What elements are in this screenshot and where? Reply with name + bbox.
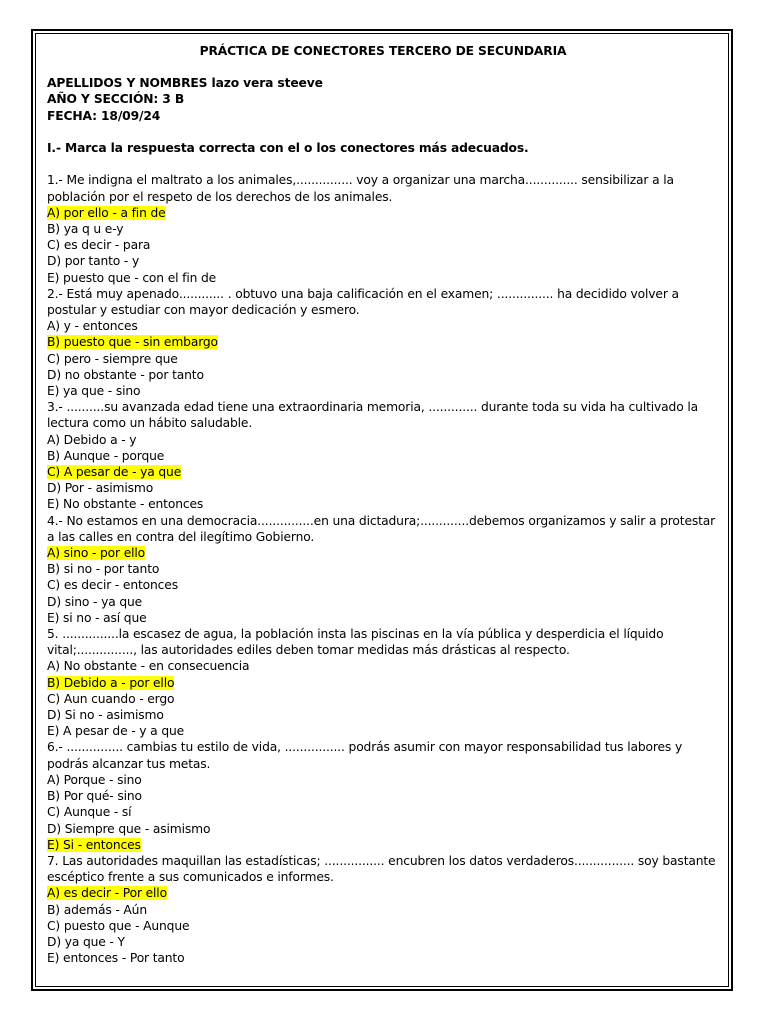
answer-option-label: A) y - entonces [47,319,138,334]
answer-option [47,383,719,399]
question-text: 2.- Está muy apenado............ . obtuvo una baja calificación en el examen; ............... ha decidido volver a postular y estudiar con mayor dedicación y esmero. [47,286,679,317]
answer-option-label: A) Porque - sino [47,772,142,787]
answer-option-selected-label: C) A pesar de - ya que [47,465,182,480]
answer-option-selected-label: E) Si - entonces [47,837,141,852]
answer-option-selected-label: B) puesto que - sin embargo [47,335,218,350]
answer-option [47,432,719,448]
question-5 [47,626,719,739]
answer-option-label: E) si no - así que [47,610,147,625]
answer-option [47,318,719,334]
answer-option [47,367,719,383]
answer-option-label: D) sino - ya que [47,594,143,609]
answer-option [47,707,719,723]
answer-option-label: C) pero - siempre que [47,351,178,366]
question-text: 5. ...............la escasez de agua, la población insta las piscinas en la vía pública y desperdicia el líquido vital;..............., las autoridades ediles deben tomar medidas más drásticas al respecto. [47,627,664,658]
question-text: 6.- ............... cambias tu estilo de vida, ................ podrás asumir con mayor responsabilidad tus labores y podrás alcanzar tus metas. [47,740,683,771]
answer-option-label: E) entonces - Por tanto [47,951,185,966]
answer-option-label: D) por tanto - y [47,254,140,269]
answer-option [47,270,719,286]
section-line: AÑO Y SECCIÓN: 3 B [47,92,185,107]
answer-option-label: C) Aunque - sí [47,805,132,820]
answer-option [47,804,719,820]
answer-option-label: B) Aunque - porque [47,448,165,463]
question-text: 1.- Me indigna el maltrato a los animales,............... voy a organizar una marcha.............. sensibilizar a la población por el respeto de los derechos de los animales. [47,173,674,204]
answer-option-selected-label: A) sino - por ello [47,546,146,561]
question-3 [47,399,719,512]
answer-option-label: B) ya q u e-y [47,221,124,236]
answer-option-label: E) puesto que - con el fin de [47,270,217,285]
date-line: FECHA: 18/09/24 [47,108,161,123]
answer-option [47,464,719,480]
answer-option [47,496,719,512]
answer-option [47,448,719,464]
answer-option-label: E) ya que - sino [47,384,141,399]
answer-option-selected-label: A) es decir - Por ello [47,886,167,901]
question-4 [47,513,719,626]
answer-option [47,723,719,739]
answer-option-label: D) Si no - asimismo [47,708,164,723]
question-6 [47,739,719,852]
answer-option [47,351,719,367]
question-7 [47,853,719,966]
answer-option-label: D) ya que - Y [47,934,125,949]
question-list [47,172,719,966]
answer-option [47,561,719,577]
answer-option-label: C) es decir - para [47,238,151,253]
answer-option [47,837,719,853]
answer-option-label: B) si no - por tanto [47,562,160,577]
answer-option-label: C) Aun cuando - ergo [47,691,175,706]
answer-option-label: B) Por qué- sino [47,789,142,804]
instruction-text: I.- Marca la respuesta correcta con el o los conectores más adecuados. [47,140,529,155]
answer-option [47,788,719,804]
answer-option-selected-label: B) Debido a - por ello [47,675,175,690]
answer-option-selected-label: A) por ello - a fin de [47,205,166,220]
question-text: 3.- ..........su avanzada edad tiene una extraordinaria memoria, ............. durante toda su vida ha cultivado la lectura como un hábito saludable. [47,400,698,431]
question-1 [47,172,719,285]
answer-option-label: E) No obstante - entonces [47,497,204,512]
question-text: 4.- No estamos en una democracia...............en una dictadura;.............debemos organizamos y salir a protestar a las calles en contra del ilegítimo Gobierno. [47,513,716,544]
answer-option [47,610,719,626]
answer-option-label: A) No obstante - en consecuencia [47,659,250,674]
answer-option-label: D) Por - asimismo [47,481,154,496]
answer-option-label: C) es decir - entonces [47,578,178,593]
answer-option-label: A) Debido a - y [47,432,137,447]
answer-option [47,821,719,837]
answer-option [47,221,719,237]
document-title: PRÁCTICA DE CONECTORES TERCERO DE SECUNDARIA [199,44,567,58]
answer-option [47,594,719,610]
document-body [47,43,719,966]
answer-option [47,253,719,269]
answer-option [47,480,719,496]
question-text: 7. Las autoridades maquillan las estadísticas; ................ encubren los datos verdaderos................ soy bastante escéptico frente a sus comunicados e informes. [47,853,716,885]
answer-option-label: D) Siempre que - asimismo [47,821,211,836]
student-name-line: APELLIDOS Y NOMBRES lazo vera steeve [47,76,323,91]
answer-option-label: B) además - Aún [47,902,147,917]
answer-option [47,902,719,918]
answer-option [47,577,719,593]
answer-option [47,334,719,350]
answer-option [47,237,719,253]
answer-option [47,950,719,966]
answer-option [47,691,719,707]
answer-option [47,545,719,561]
answer-option-label: C) puesto que - Aunque [47,918,190,933]
answer-option-label: D) no obstante - por tanto [47,367,204,382]
answer-option [47,918,719,934]
answer-option [47,658,719,674]
question-2 [47,286,719,399]
answer-option [47,205,719,221]
answer-option [47,675,719,691]
answer-option [47,772,719,788]
answer-option [47,934,719,950]
answer-option-label: E) A pesar de - y a que [47,724,185,739]
answer-option [47,885,719,901]
